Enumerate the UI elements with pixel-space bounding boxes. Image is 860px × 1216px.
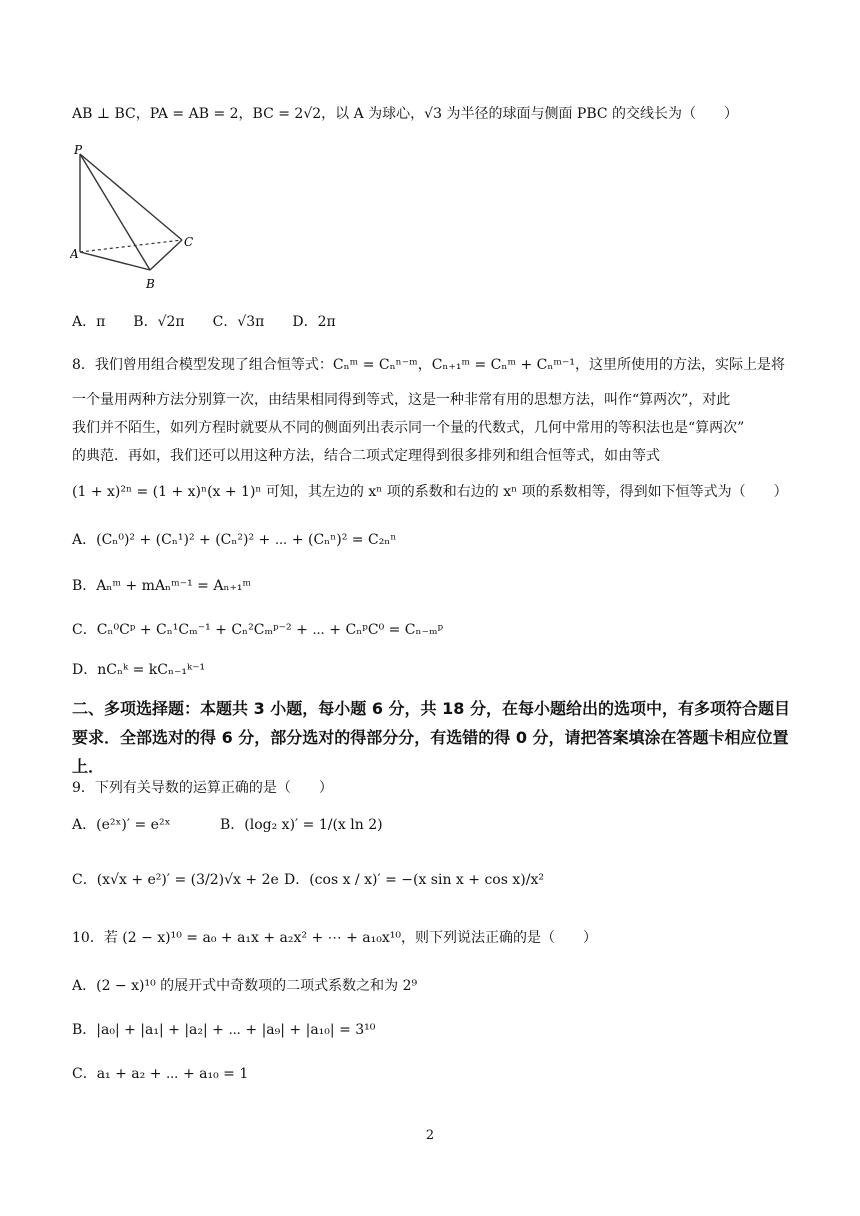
q8-option-d: D．nCₙᵏ = kCₙ₋₁ᵏ⁻¹	[72, 662, 206, 678]
q8-option-c: C．Cₙ⁰Cᵖ + Cₙ¹Cₘ⁻¹ + Cₙ²Cₘᵖ⁻² + ⋯ + CₙᵖC⁰ = Cₙ₋ₘᵖ	[72, 622, 444, 638]
q8-option-a: A．(Cₙ⁰)² + (Cₙ¹)² + (Cₙ²)² + ⋯ + (Cₙⁿ)² = C₂ₙⁿ	[72, 532, 397, 548]
page-number: 2	[425, 1128, 435, 1143]
q9-option-d: D．(cos x / x)′ = −(x sin x + cos x)/x²	[284, 872, 544, 888]
q7-options: A．π B．√2π C．√3π D．2π	[72, 314, 336, 330]
q9-option-a: A．(e²ˣ)′ = e²ˣ	[72, 817, 171, 833]
q10-option-b: B．|a₀| + |a₁| + |a₂| + ⋯ + |a₉| + |a₁₀| = 3¹⁰	[72, 1022, 376, 1038]
q10-option-a: A．(2 − x)¹⁰ 的展开式中奇数项的二项式系数之和为 2⁹	[72, 978, 418, 994]
q8-line-2: 一个量用两种方法分别算一次，由结果相同得到等式，这是一种非常有用的思想方法，叫作“算两次”，对此	[72, 392, 731, 408]
edge-bc	[150, 240, 182, 270]
label-b: B	[146, 277, 155, 291]
edge-ac-hidden	[80, 240, 182, 252]
q8-line-1: 8．我们曾用组合模型发现了组合恒等式：Cₙᵐ = Cₙⁿ⁻ᵐ，Cₙ₊₁ᵐ = Cₙᵐ + Cₙᵐ⁻¹，这里所使用的方法，实际上是将	[72, 357, 786, 373]
q9-option-b: B．(log₂ x)′ = 1/(x ln 2)	[220, 817, 383, 833]
edge-pc	[80, 154, 182, 240]
q8-line-3: 我们并不陌生，如列方程时就要从不同的侧面列出表示同一个量的代数式，几何中常用的等积法也是“算两次”	[72, 420, 745, 436]
q7-stem: AB ⊥ BC，PA = AB = 2，BC = 2√2，以 A 为球心，√3 为半径的球面与侧面 PBC 的交线长为（ ）	[72, 106, 739, 122]
q9-stem: 9．下列有关导数的运算正确的是（ ）	[72, 780, 333, 796]
pyramid-figure	[70, 142, 200, 294]
q10-stem: 10．若 (2 − x)¹⁰ = a₀ + a₁x + a₂x² + ⋯ + a₁₀x¹⁰，则下列说法正确的是（ ）	[72, 930, 597, 946]
label-c: C	[184, 235, 194, 249]
label-p: P	[74, 143, 83, 157]
q9-option-c: C．(x√x + e²)′ = (3/2)√x + 2e	[72, 872, 279, 888]
label-a: A	[70, 247, 79, 261]
q10-option-c: C．a₁ + a₂ + ⋯ + a₁₀ = 1	[72, 1066, 249, 1082]
edge-ab	[80, 252, 150, 270]
q8-line-5: (1 + x)²ⁿ = (1 + x)ⁿ(x + 1)ⁿ 可知，其左边的 xⁿ 项的系数和右边的 xⁿ 项的系数相等，得到如下恒等式为（ ）	[72, 484, 788, 500]
section-2-heading: 二、多项选择题：本题共 3 小题，每小题 6 分，共 18 分，在每小题给出的选项中，有多项符合题目要求．全部选对的得 6 分，部分选对的得部分分，有选错的得 0 分，请把答案填涂在答题卡相应位置上．	[72, 699, 790, 776]
q8-line-4: 的典范．再如，我们还可以用这种方法，结合二项式定理得到很多排列和组合恒等式，如由等式	[72, 448, 660, 464]
q8-option-b: B．Aₙᵐ + mAₙᵐ⁻¹ = Aₙ₊₁ᵐ	[72, 578, 252, 594]
edge-pb	[80, 154, 150, 270]
